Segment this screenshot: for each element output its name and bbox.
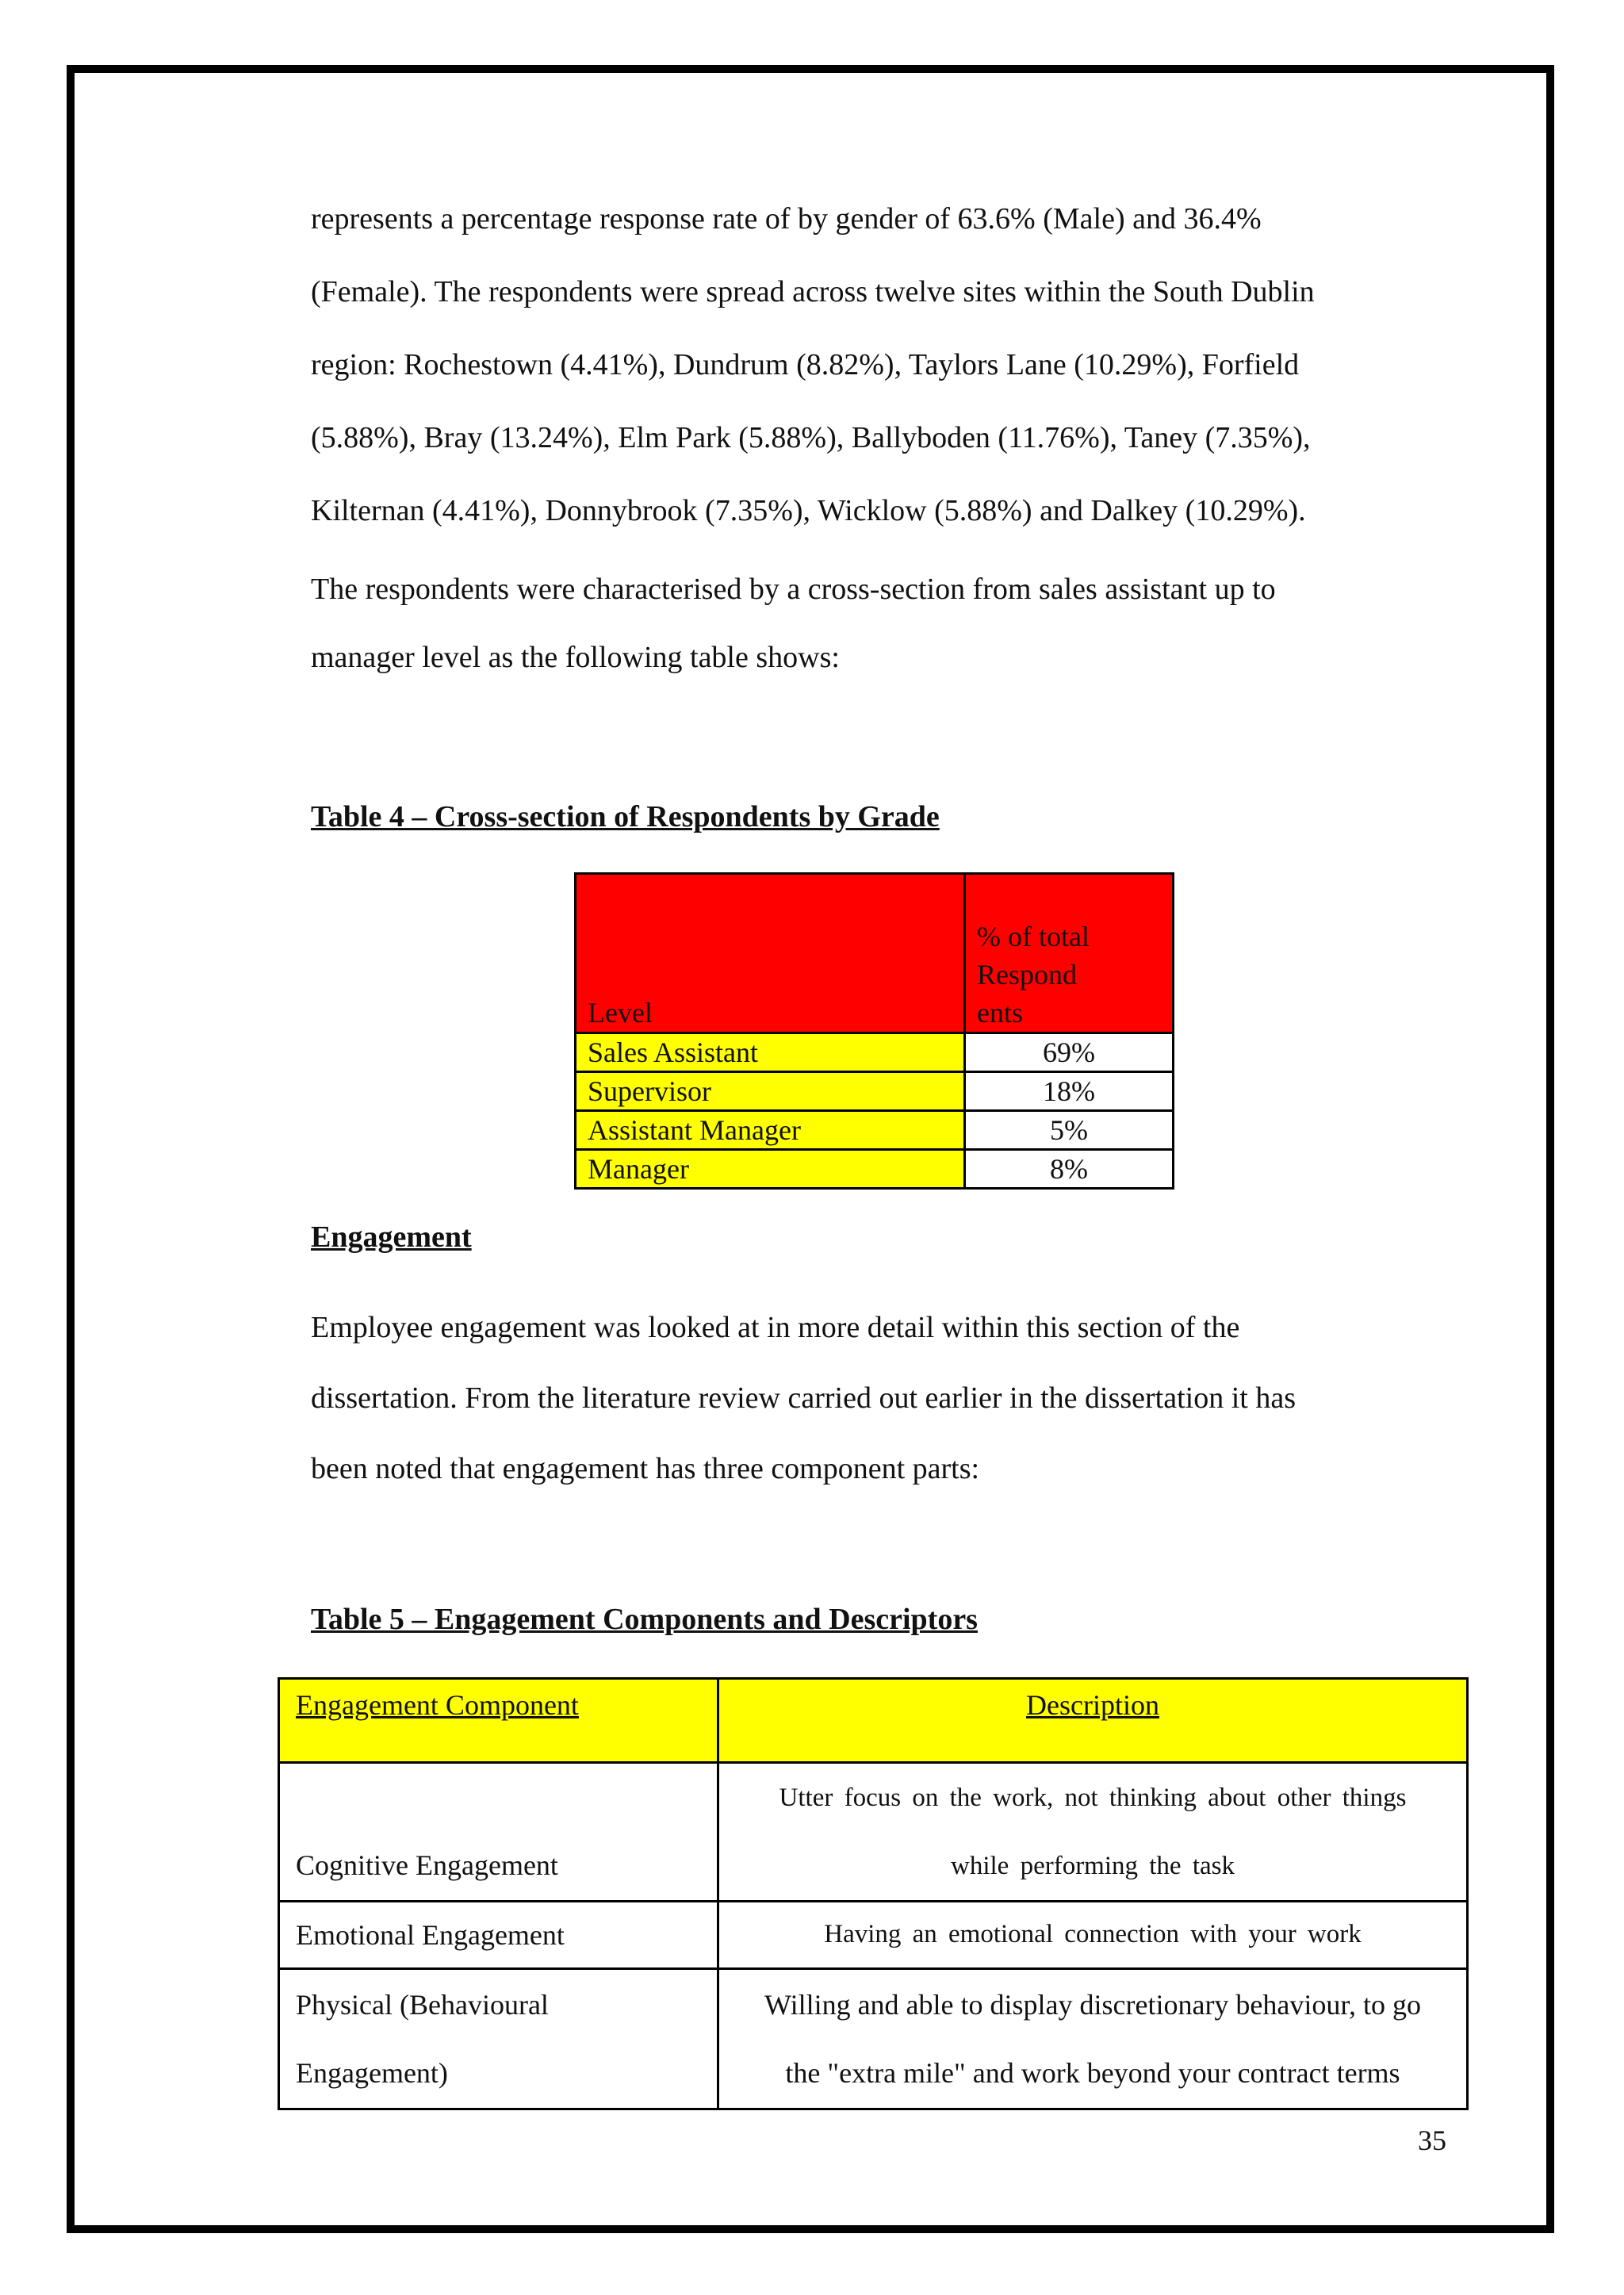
component-line: Physical (Behavioural — [296, 1989, 549, 2021]
description-line: the "extra mile" and work beyond your contract terms — [785, 2057, 1400, 2089]
engagement-text — [311, 1293, 1432, 1504]
engagement-table-header — [279, 1679, 1468, 1763]
table5-caption: Table 5 – Engagement Components and Descriptors — [311, 1603, 978, 1636]
header-level: Level — [576, 874, 965, 1033]
engagement-line: Employee engagement was looked at in more detail within this section of the — [311, 1311, 1240, 1344]
grade-table-header — [576, 874, 1174, 1033]
description-cell — [718, 1763, 1468, 1902]
table-row — [576, 1033, 1174, 1072]
pct-cell: 69% — [965, 1033, 1174, 1072]
paragraph-1 — [311, 182, 1432, 547]
paragraph-1-line: Kilternan (4.41%), Donnybrook (7.35%), Wicklow (5.88%) and Dalkey (10.29%). — [311, 494, 1306, 527]
paragraph-1-line: region: Rochestown (4.41%), Dundrum (8.82%), Taylors Lane (10.29%), Forfield — [311, 348, 1300, 381]
description-line: Utter focus on the work, not thinking about other things — [779, 1784, 1407, 1812]
paragraph-1-line: (5.88%), Bray (13.24%), Elm Park (5.88%), Ballyboden (11.76%), Taney (7.35%), — [311, 421, 1311, 454]
table-row — [279, 1763, 1468, 1902]
description-line: while performing the task — [951, 1852, 1235, 1880]
header-pct-line: Respond — [977, 959, 1077, 990]
table-row — [279, 1969, 1468, 2109]
engagement-heading: Engagement — [311, 1220, 472, 1254]
component-cell: Cognitive Engagement — [279, 1763, 718, 1902]
paragraph-2-line: manager level as the following table shows: — [311, 641, 840, 674]
level-cell: Manager — [576, 1150, 965, 1189]
engagement-line: dissertation. From the literature review carried out earlier in the dissertation it has — [311, 1381, 1296, 1415]
table-row — [576, 1150, 1174, 1189]
table-row — [576, 1072, 1174, 1111]
component-cell: Emotional Engagement — [279, 1902, 718, 1969]
paragraph-2 — [311, 555, 1432, 692]
description-line: Having an emotional connection with your work — [824, 1920, 1362, 1948]
engagement-paragraph — [311, 1293, 1432, 1504]
component-line: Engagement) — [296, 2057, 448, 2089]
page-number: 35 — [1418, 2125, 1446, 2156]
description-cell — [718, 1902, 1468, 1969]
table4-caption: Table 4 – Cross-section of Respondents by Grade — [311, 800, 940, 833]
pct-cell: 8% — [965, 1150, 1174, 1189]
header-component: Engagement Component — [279, 1679, 718, 1763]
paragraph-2-line: The respondents were characterised by a cross-section from sales assistant up to — [311, 573, 1276, 606]
pct-cell: 18% — [965, 1072, 1174, 1111]
level-cell: Assistant Manager — [576, 1111, 965, 1150]
engagement-table — [278, 1677, 1469, 2110]
header-pct-line: ents — [977, 997, 1023, 1029]
header-pct — [965, 874, 1174, 1033]
body-text — [311, 182, 1432, 692]
header-description: Description — [718, 1679, 1468, 1763]
paragraph-1-line: represents a percentage response rate of by gender of 63.6% (Male) and 36.4% — [311, 202, 1262, 236]
grade-table — [574, 872, 1174, 1190]
table-row — [279, 1902, 1468, 1969]
engagement-line: been noted that engagement has three component parts: — [311, 1452, 980, 1485]
paragraph-1-line: (Female). The respondents were spread across twelve sites within the South Dublin — [311, 275, 1315, 308]
description-line: Willing and able to display discretionary behaviour, to go — [764, 1989, 1421, 2021]
header-pct-line: % of total — [977, 921, 1090, 952]
table-row — [576, 1111, 1174, 1150]
level-cell: Sales Assistant — [576, 1033, 965, 1072]
pct-cell: 5% — [965, 1111, 1174, 1150]
level-cell: Supervisor — [576, 1072, 965, 1111]
description-cell — [718, 1969, 1468, 2109]
component-cell — [279, 1969, 718, 2109]
